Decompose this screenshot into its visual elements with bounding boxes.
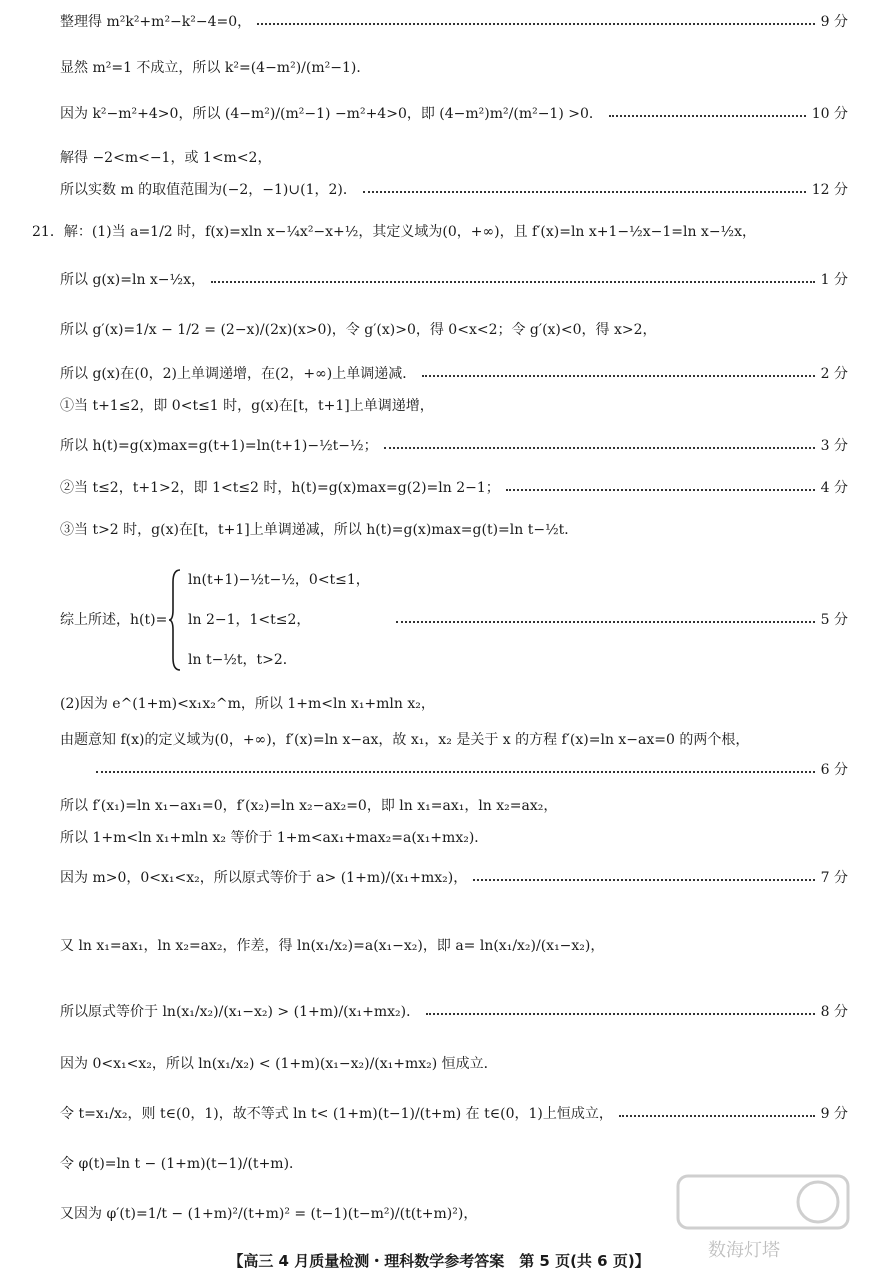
line-23: 因为 0<x₁<x₂，所以 ln(x₁/x₂) < (1+m)(x₁−x₂)/(x₁+mx₂) 恒成立． (60, 1056, 498, 1072)
line-17 (90, 760, 848, 780)
line-25: 令 φ(t)=ln t − (1+m)(t−1)/(t+m)． (60, 1156, 304, 1172)
score: 3 分 (820, 438, 848, 454)
score: 12 分 (811, 182, 848, 198)
dot-leader (211, 281, 815, 283)
score: 9 分 (820, 1106, 848, 1122)
line-6: 21．解：(1)当 a=1/2 时，f(x)=xln x−¼x²−x+½，其定义域为(0，+∞)，且 f′(x)=ln x+1−½x−1=ln x−½x， (32, 224, 757, 240)
score: 6 分 (820, 762, 848, 778)
piece-3: ln t−½t，t>2． (188, 652, 297, 668)
score: 10 分 (811, 106, 848, 122)
score: 2 分 (820, 366, 848, 382)
watermark-text: 数海灯塔 (708, 1240, 780, 1261)
line-15: (2)因为 e^(1+m)<x₁x₂^m，所以 1+m<ln x₁+mln x₂， (60, 696, 435, 712)
line-11: 所以 h(t)=g(x)max=g(t+1)=ln(t+1)−½t−½； 3 分 (60, 438, 848, 454)
score: 1 分 (820, 272, 848, 288)
watermark-logo (668, 1168, 858, 1268)
dot-leader (396, 621, 815, 623)
line-4: 解得 −2<m<−1，或 1<m<2， (60, 150, 272, 166)
dot-leader (473, 879, 814, 881)
line-19: 所以 1+m<ln x₁+mln x₂ 等价于 1+m<ax₁+max₂=a(x₁+mx₂)． (60, 830, 489, 846)
line-20: 因为 m>0，0<x₁<x₂，所以原式等价于 a> (1+m)/(x₁+mx₂)， 7 分 (60, 870, 848, 886)
line-1: 整理得 m²k²+m²−k²−4=0， 9 分 (60, 14, 848, 30)
score: 4 分 (820, 480, 848, 496)
dot-leader (363, 191, 806, 193)
line-9: 所以 g(x)在(0，2)上单调递增，在(2，+∞)上单调递减． 2 分 (60, 366, 848, 382)
dot-leader (422, 375, 814, 377)
line-13: ③当 t>2 时，g(x)在[t，t+1]上单调递减，所以 h(t)=g(x)max=g(t)=ln t−½t． (60, 522, 579, 538)
line-12: ②当 t≤2，t+1>2，即 1<t≤2 时，h(t)=g(x)max=g(2)=ln 2−1； 4 分 (60, 480, 848, 496)
watermark-icon (668, 1168, 858, 1238)
dot-leader (96, 771, 815, 773)
line-16: 由题意知 f(x)的定义域为(0，+∞)，f′(x)=ln x−ax，故 x₁，x₂ 是关于 x 的方程 f′(x)=ln x−ax=0 的两个根， (60, 732, 750, 748)
line-14: 综上所述，h(t)= 5 分 (60, 612, 848, 628)
line-5: 所以实数 m 的取值范围为(−2，−1)∪(1，2)． 12 分 (60, 182, 848, 198)
dot-leader (506, 489, 815, 491)
line-2: 显然 m²=1 不成立，所以 k²=(4−m²)/(m²−1)． (60, 60, 371, 76)
line-21: 又 ln x₁=ax₁，ln x₂=ax₂，作差，得 ln(x₁/x₂)=a(x₁−x₂)，即 a= ln(x₁/x₂)/(x₁−x₂)， (60, 938, 605, 954)
dot-leader (609, 115, 806, 117)
line-3: 因为 k²−m²+4>0，所以 (4−m²)/(m²−1) −m²+4>0，即 (4−m²)m²/(m²−1) >0． 10 分 (60, 106, 848, 122)
score: 8 分 (820, 1004, 848, 1020)
line-24: 令 t=x₁/x₂，则 t∈(0，1)，故不等式 ln t< (1+m)(t−1)/(t+m) 在 t∈(0，1)上恒成立， 9 分 (60, 1106, 848, 1122)
line-18: 所以 f′(x₁)=ln x₁−ax₁=0，f′(x₂)=ln x₂−ax₂=0，即 ln x₁=ax₁，ln x₂=ax₂， (60, 798, 558, 814)
line-22: 所以原式等价于 ln(x₁/x₂)/(x₁−x₂) > (1+m)/(x₁+mx₂)． 8 分 (60, 1004, 848, 1020)
score: 9 分 (820, 14, 848, 30)
piece-1: ln(t+1)−½t−½，0<t≤1， (188, 572, 370, 588)
dot-leader (426, 1013, 815, 1015)
brace-icon (168, 568, 182, 672)
line-7: 所以 g(x)=ln x−½x， 1 分 (60, 272, 848, 288)
piece-2: ln 2−1，1<t≤2， (188, 612, 311, 628)
score: 7 分 (820, 870, 848, 886)
line-10: ①当 t+1≤2，即 0<t≤1 时，g(x)在[t，t+1]上单调递增， (60, 398, 434, 414)
page-footer: 【高三 4 月质量检测・理科数学参考答案 第 5 页(共 6 页)】 (228, 1252, 650, 1270)
line-8: 所以 g′(x)=1/x − 1/2 = (2−x)/(2x)(x>0)，令 g′(x)>0，得 0<x<2；令 g′(x)<0，得 x>2， (60, 322, 657, 338)
dot-leader (257, 23, 814, 25)
line-26: 又因为 φ′(t)=1/t − (1+m)²/(t+m)² = (t−1)(t−m²)/(t(t+m)²)， (60, 1206, 478, 1222)
score: 5 分 (820, 612, 848, 628)
dot-leader (384, 447, 815, 449)
dot-leader (619, 1115, 815, 1117)
